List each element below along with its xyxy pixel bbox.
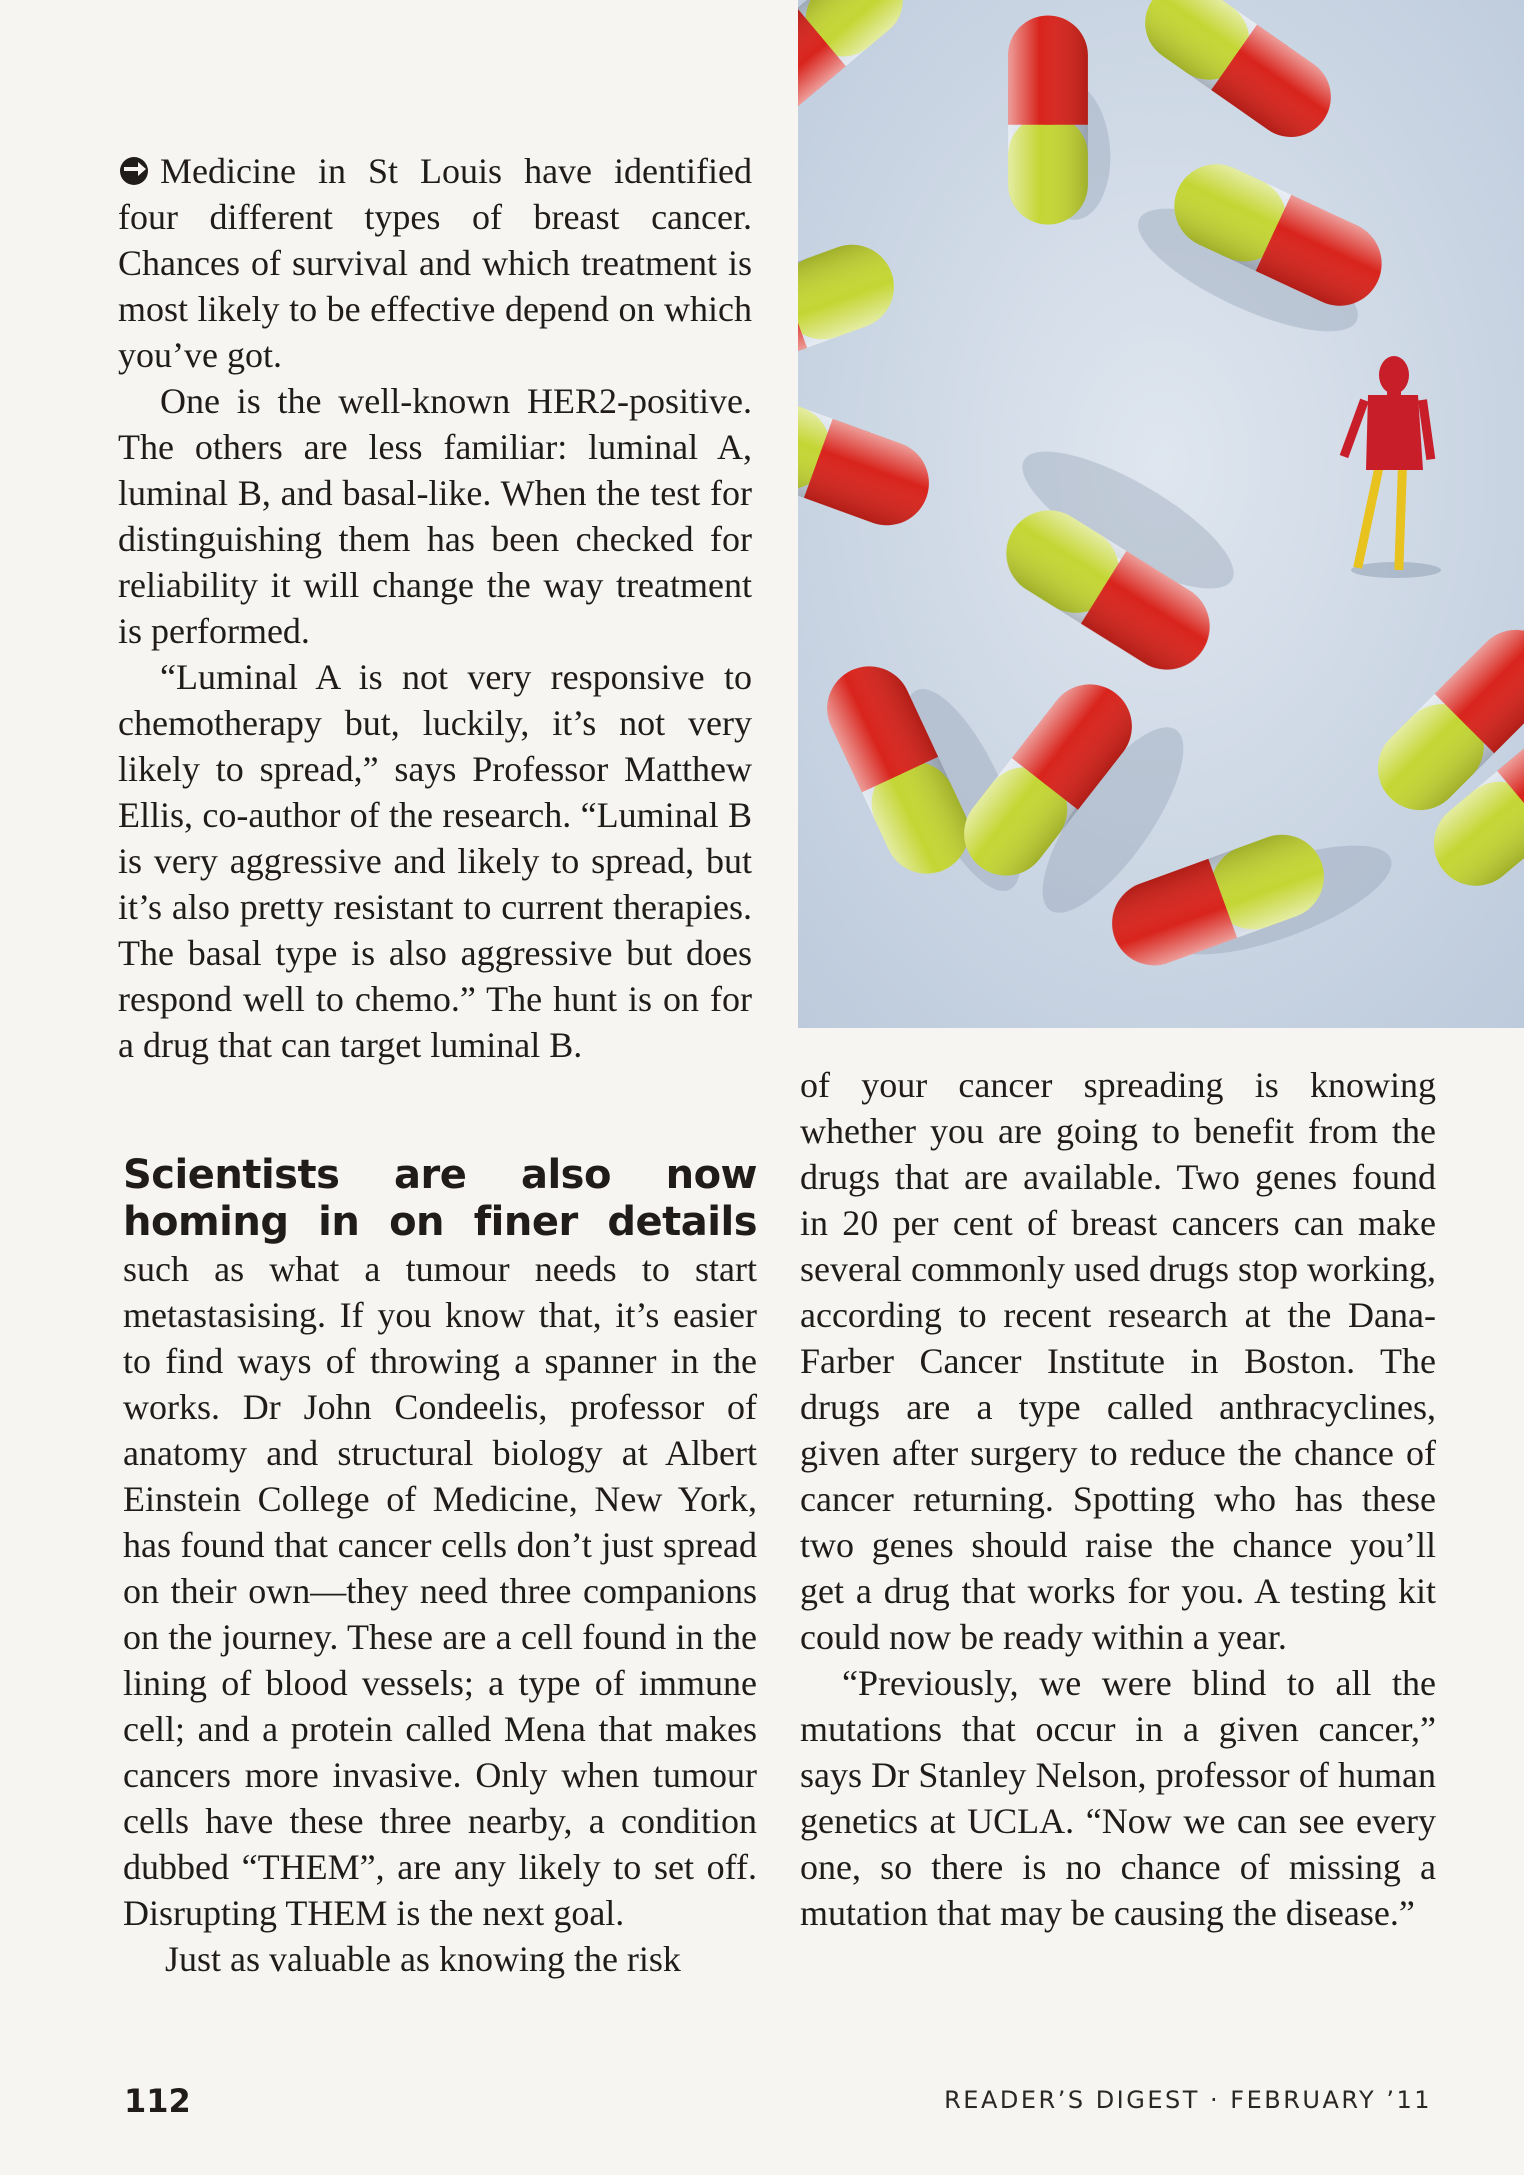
paragraph-text: Medicine in St Louis have identified four different types of breast cancer. Chances of survival and which treatment is most likely to be effective depend on which you’ve got. [118, 151, 752, 375]
left-column-top [118, 148, 752, 1068]
paragraph: of your cancer spreading is knowing whether you are going to benefit from the drugs that are available. Two genes found in 20 per cent of breast cancers can make several commonly used drugs stop working, according to recent research at the Dana-Farber Cancer Institute in Boston. The drugs are a type called anthracyclines, given after surgery to reduce the chance of cancer returning. Spotting who has these two genes should raise the chance you’ll get a drug that works for you. A testing kit could now be ready within a year. [800, 1065, 1436, 1657]
right-column [800, 1062, 1436, 1936]
article-photo [798, 0, 1524, 1028]
paragraph: One is the well-known HER2-positive. The others are less familiar: luminal A, luminal B, and basal-like. When the test for distinguishing them has been checked for reliability it will change the way treatment is performed. [118, 381, 752, 651]
paragraph-continued [118, 148, 752, 378]
running-head: READER’S DIGEST · FEBRUARY ’11 [944, 2086, 1432, 2114]
left-column-bottom [123, 1152, 757, 1982]
section-lead-in: Scientists are also now homing in on finer details [123, 1152, 757, 1245]
page-number: 112 [124, 2082, 191, 2120]
paragraph: “Luminal A is not very responsive to chemotherapy but, luckily, it’s not very likely to spread,” says Professor Matthew Ellis, co-author of the research. “Luminal B is very aggressive and likely to spread, but it’s also pretty resistant to current therapies. The basal type is also aggressive but does respond well to chemo.” The hunt is on for a drug that can target luminal B. [118, 657, 752, 1065]
paragraph: “Previously, we were blind to all the mutations that occur in a given cancer,” says Dr Stanley Nelson, professor of human genetics at UCLA. “Now we can see every one, so there is no chance of missing a mutation that may be causing the disease.” [800, 1663, 1436, 1933]
paragraph: Just as valuable as knowing the risk [165, 1939, 681, 1979]
paragraph-text: such as what a tumour needs to start metastasising. If you know that, it’s easier to find ways of throwing a spanner in the works. Dr John Condeelis, professor of anatomy and structural biology at Albert Einstein College of Medicine, New York, has found that cancer cells don’t just spread on their own—they need three companions on the journey. These are a cell found in the lining of blood vessels; a type of immune cell; and a protein called Mena that makes cancers more invasive. Only when tumour cells have these three nearby, a condition dubbed “THEM”, are any likely to set off. Disrupting THEM is the next goal. [123, 1249, 757, 1933]
capsules-illustration [798, 0, 1524, 1028]
continue-arrow-icon [118, 155, 150, 187]
paragraph-with-lead-in [123, 1152, 757, 1936]
